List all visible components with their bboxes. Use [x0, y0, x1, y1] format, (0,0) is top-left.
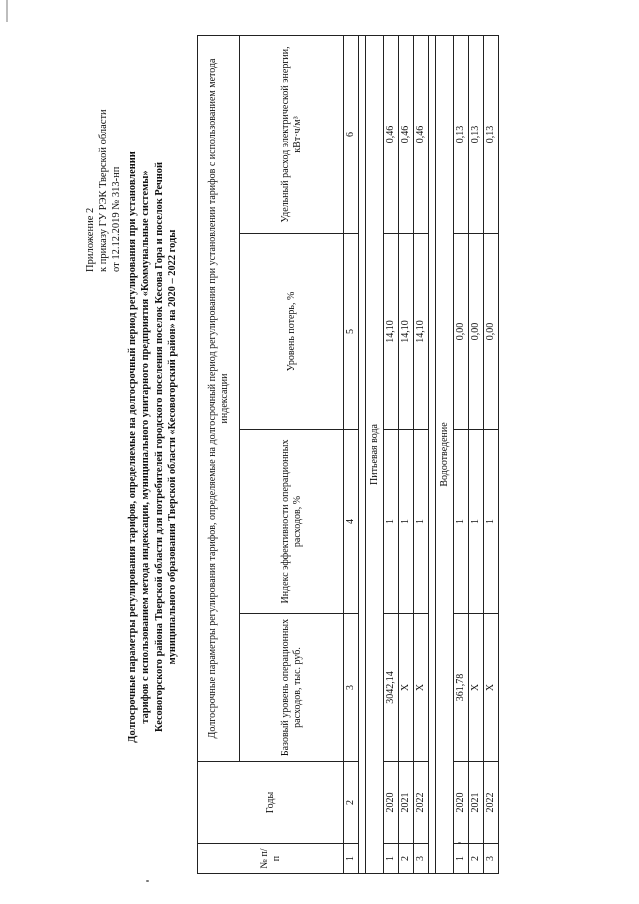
cell-base: 361,78: [454, 614, 469, 762]
header-years: Годы: [198, 762, 344, 844]
column-number: 5: [344, 234, 359, 430]
title-line: Кесовогорского района Тверской области для потребителей городского поселения поселок Кесова Гора и поселок Речной: [153, 162, 165, 732]
header-energy: Удельный расход электрической энергии, кВт·ч/м³: [240, 35, 344, 233]
table-row: [414, 35, 429, 873]
table-row: [469, 35, 484, 873]
cell-energy: 0,46: [384, 35, 399, 233]
cell-base: 3042,14: [384, 614, 399, 762]
appendix-line: от 12.12.2019 № 313-нп: [111, 166, 122, 272]
section-row: [436, 35, 454, 873]
title-line: Долгосрочные параметры регулирования тарифов, определяемые на долгосрочный период регулирования при установлении: [127, 151, 138, 743]
section-name: Питьевая вода: [366, 35, 384, 873]
column-number: 6: [344, 35, 359, 233]
header-group: Долгосрочные параметры регулирования тарифов, определяемые на долгосрочный период регулирования при установлении тарифов с использованием метода индексации: [198, 35, 240, 761]
title-line: муниципального образования Тверской области «Кесовогорский район» на 2020 – 2022 годы: [167, 229, 179, 665]
column-number: 2: [344, 762, 359, 844]
cell-year: 2020: [454, 762, 469, 844]
cell-index: 1: [469, 430, 484, 614]
table-row: [384, 35, 399, 873]
section-row: [366, 35, 384, 873]
cell-index: 1: [384, 430, 399, 614]
title-line: тарифов с использованием метода индексации, муниципального унитарного предприятия «Коммунальные системы»: [140, 170, 152, 724]
cell-index: 1: [454, 430, 469, 614]
appendix-line: к приказу ГУ РЭК Тверской области: [98, 109, 109, 272]
cell-base: Х: [484, 614, 499, 762]
cell-num: 2: [469, 844, 484, 874]
column-number: 3: [344, 614, 359, 762]
cell-loss: 14,10: [399, 234, 414, 430]
document-title: [126, 32, 180, 862]
cell-energy: 0,46: [399, 35, 414, 233]
cell-num: 1: [384, 844, 399, 874]
column-number-row: [344, 35, 359, 873]
cell-loss: 0,00: [469, 234, 484, 430]
cell-energy: 0,13: [454, 35, 469, 233]
section-name: Водоотведение: [436, 35, 454, 873]
appendix-note: [84, 32, 123, 272]
parameters-table: [197, 35, 499, 874]
spacer-row: [429, 35, 436, 873]
cell-num: 1: [454, 844, 469, 874]
cell-loss: 0,00: [484, 234, 499, 430]
header-row: [240, 35, 344, 873]
cell-index: 1: [484, 430, 499, 614]
column-number: 4: [344, 430, 359, 614]
cell-base: Х: [399, 614, 414, 762]
cell-index: 1: [399, 430, 414, 614]
cell-base: Х: [469, 614, 484, 762]
cell-num: 2: [399, 844, 414, 874]
cell-year: 2022: [414, 762, 429, 844]
column-number: 1: [344, 844, 359, 874]
header-row: [198, 35, 240, 873]
header-loss: Уровень потерь, %: [240, 234, 344, 430]
appendix-line: Приложение 2: [85, 207, 96, 272]
spacer-row: [359, 35, 366, 873]
header-base: Базовый уровень операционных расходов, тыс. руб.: [240, 614, 344, 762]
table-row: [484, 35, 499, 873]
cell-year: 2021: [399, 762, 414, 844]
cell-loss: 0,00: [454, 234, 469, 430]
cell-num: 3: [484, 844, 499, 874]
cell-index: 1: [414, 430, 429, 614]
cell-year: 2020: [384, 762, 399, 844]
cell-base: Х: [414, 614, 429, 762]
table-row: [454, 35, 469, 873]
cell-loss: 14,10: [414, 234, 429, 430]
cell-energy: 0,46: [414, 35, 429, 233]
cell-energy: 0,13: [484, 35, 499, 233]
cell-num: 3: [414, 844, 429, 874]
cell-year: 2022: [484, 762, 499, 844]
cell-loss: 14,10: [384, 234, 399, 430]
table-row: [399, 35, 414, 873]
cell-energy: 0,13: [469, 35, 484, 233]
header-index: Индекс эффективности операционных расходов, %: [240, 430, 344, 614]
header-num: № п/п: [198, 844, 344, 874]
cell-year: 2021: [469, 762, 484, 844]
